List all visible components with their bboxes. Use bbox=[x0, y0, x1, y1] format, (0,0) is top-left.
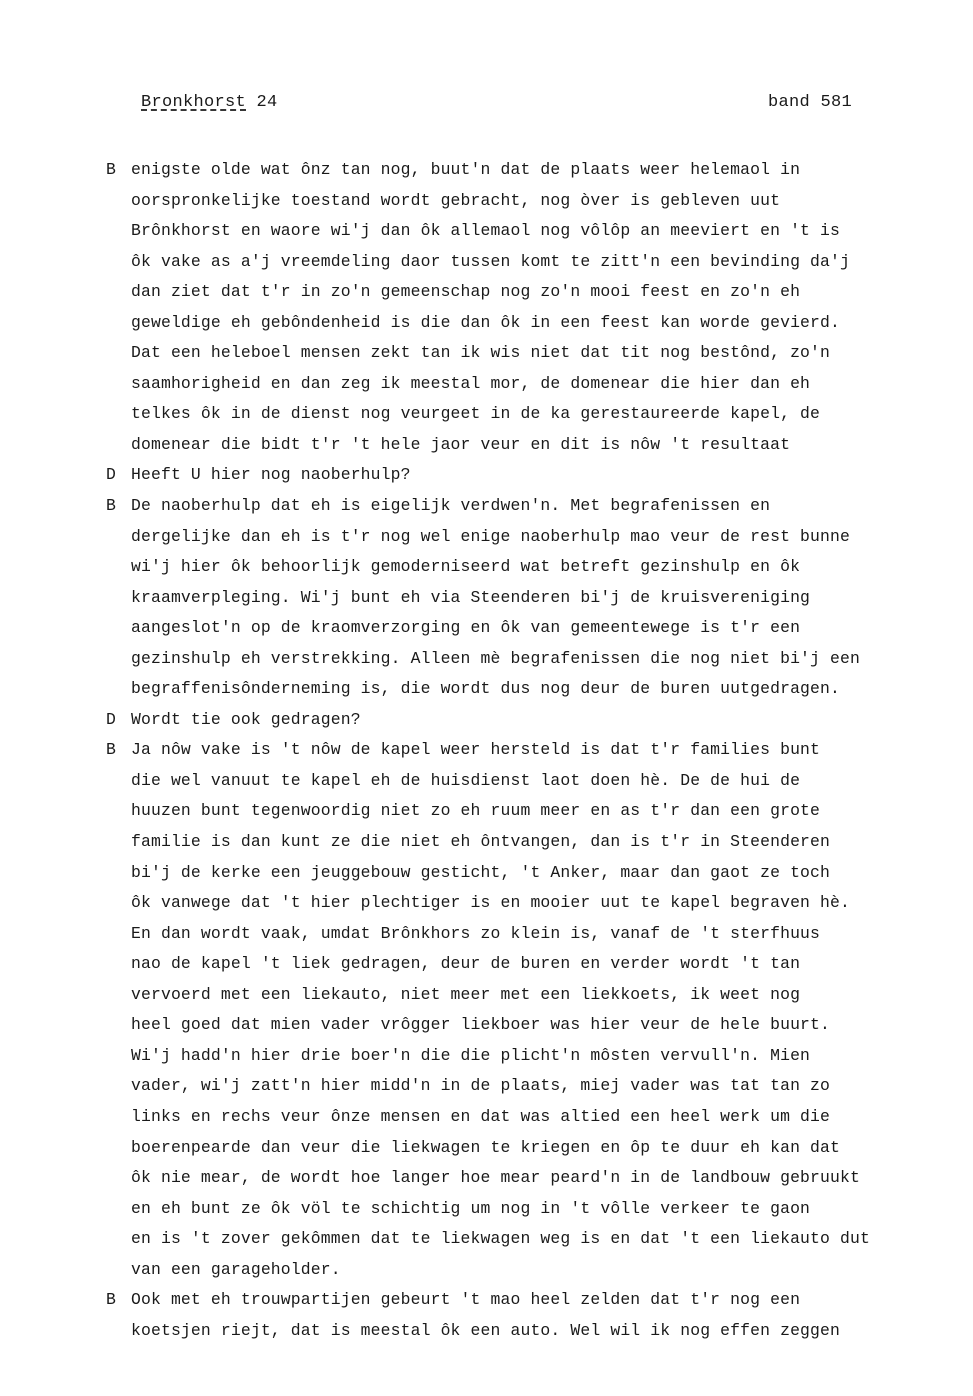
transcript-line bbox=[106, 522, 926, 553]
header-number: 24 bbox=[256, 93, 278, 112]
transcript-line bbox=[106, 1071, 926, 1102]
transcript-line bbox=[106, 1133, 926, 1164]
transcript-line bbox=[106, 247, 926, 278]
page-header-location bbox=[141, 93, 278, 112]
line-text: die wel vanuut te kapel eh de huisdienst laot doen hè. De de hui de bbox=[131, 770, 801, 790]
transcript-line bbox=[106, 491, 926, 522]
line-text: vader, wi'j zatt'n hier midd'n in de plaats, miej vader was tat tan zo bbox=[131, 1076, 831, 1096]
transcript-line bbox=[106, 552, 926, 583]
line-text: Brônkhorst en waore wi'j dan ôk allemaol nog vôlôp an meeviert en 't is bbox=[131, 221, 841, 241]
line-text: oorspronkelijke toestand wordt gebracht, nog òver is gebleven uut bbox=[131, 190, 781, 210]
speaker-label: D bbox=[106, 465, 116, 485]
transcript-line bbox=[106, 888, 926, 919]
line-text: De naoberhulp dat eh is eigelijk verdwen'n. Met begrafenissen en bbox=[131, 496, 771, 516]
line-text: dan ziet dat t'r in zo'n gemeenschap nog zo'n mooi feest en zo'n eh bbox=[131, 282, 801, 302]
line-text: Ja nôw vake is 't nôw de kapel weer hersteld is dat t'r families bunt bbox=[131, 740, 821, 760]
transcript-line bbox=[106, 1316, 926, 1347]
line-text: van een garageholder. bbox=[131, 1259, 341, 1279]
speaker-label: B bbox=[106, 160, 116, 179]
page-header-band: band 581 bbox=[768, 93, 853, 112]
line-text: begraffenisônderneming is, die wordt dus nog deur de buren uutgedragen. bbox=[131, 679, 841, 699]
line-text: telkes ôk in de dienst nog veurgeet in de ka gerestaureerde kapel, de bbox=[131, 404, 821, 424]
transcript-line bbox=[106, 1285, 926, 1316]
line-text: ôk nie mear, de wordt hoe langer hoe mear peard'n in de landbouw gebruukt bbox=[131, 1168, 860, 1188]
line-text: bi'j de kerke een jeuggebouw gesticht, 't Anker, maar dan gaot ze toch bbox=[131, 862, 831, 882]
line-text: huuzen bunt tegenwoordig niet zo eh ruum meer en as t'r dan een grote bbox=[131, 801, 821, 821]
transcript-line bbox=[106, 338, 926, 369]
line-text: koetsjen riejt, dat is meestal ôk een auto. Wel wil ik nog effen zeggen bbox=[131, 1320, 841, 1340]
transcript-line bbox=[106, 949, 926, 980]
line-text: wi'j hier ôk behoorlijk gemoderniseerd wat betreft gezinshulp en ôk bbox=[131, 557, 801, 577]
line-text: En dan wordt vaak, umdat Brônkhors zo klein is, vanaf de 't sterfhuus bbox=[131, 923, 821, 943]
line-text: enigste olde wat ônz tan nog, buut'n dat de plaats weer helemaol in bbox=[131, 160, 801, 179]
line-text: Wordt tie ook gedragen? bbox=[131, 709, 361, 729]
line-text: saamhorigheid en dan zeg ik meestal mor, de domenear die hier dan eh bbox=[131, 373, 811, 393]
transcript-line bbox=[106, 369, 926, 400]
transcript-line bbox=[106, 155, 926, 186]
transcript-line bbox=[106, 216, 926, 247]
transcript-line bbox=[106, 583, 926, 614]
transcript-line bbox=[106, 980, 926, 1011]
speaker-label: B bbox=[106, 496, 116, 516]
transcript-line bbox=[106, 430, 926, 461]
speaker-label: B bbox=[106, 1290, 116, 1310]
transcript-line bbox=[106, 858, 926, 889]
transcript-line bbox=[106, 1010, 926, 1041]
line-text: aangeslot'n op de kraomverzorging en ôk van gemeentewege is t'r een bbox=[131, 618, 801, 638]
transcript-line bbox=[106, 705, 926, 736]
transcript-line bbox=[106, 308, 926, 339]
line-text: nao de kapel 't liek gedragen, deur de buren en verder wordt 't tan bbox=[131, 954, 801, 974]
line-text: Heeft U hier nog naoberhulp? bbox=[131, 465, 411, 485]
line-text: geweldige eh gebôndenheid is die dan ôk in een feest kan worde gevierd. bbox=[131, 312, 841, 332]
transcript-line bbox=[106, 796, 926, 827]
line-text: kraamverpleging. Wi'j bunt eh via Steenderen bi'j de kruisvereniging bbox=[131, 587, 811, 607]
transcript-line bbox=[106, 277, 926, 308]
transcript-line bbox=[106, 735, 926, 766]
transcript-line bbox=[106, 460, 926, 491]
line-text: boerenpearde dan veur die liekwagen te kriegen en ôp te duur eh kan dat bbox=[131, 1137, 841, 1157]
line-text: domenear die bidt t'r 't hele jaor veur en dit is nôw 't resultaat bbox=[131, 434, 791, 454]
line-text: en eh bunt ze ôk völ te schichtig um nog in 't vôlle verkeer te gaon bbox=[131, 1198, 811, 1218]
transcript-line bbox=[106, 1041, 926, 1072]
line-text: links en rechs veur ônze mensen en dat was altied een heel werk um die bbox=[131, 1106, 831, 1126]
line-text: Wi'j hadd'n hier drie boer'n die die plicht'n môsten vervull'n. Mien bbox=[131, 1045, 811, 1065]
transcript-line bbox=[106, 766, 926, 797]
transcript-line bbox=[106, 186, 926, 217]
line-text: vervoerd met een liekauto, niet meer met een liekkoets, ik weet nog bbox=[131, 984, 801, 1004]
transcript-line bbox=[106, 919, 926, 950]
transcript-line bbox=[106, 674, 926, 705]
line-text: ôk vanwege dat 't hier plechtiger is en mooier uut te kapel begraven hè. bbox=[131, 893, 850, 913]
line-text: en is 't zover gekômmen dat te liekwagen weg is en dat 't een liekauto dut bbox=[131, 1229, 870, 1249]
line-text: ôk vake as a'j vreemdeling daor tussen komt te zitt'n een bevinding da'j bbox=[131, 251, 850, 271]
speaker-label: D bbox=[106, 709, 116, 729]
line-text: heel goed dat mien vader vrôgger liekboer was hier veur de hele buurt. bbox=[131, 1015, 831, 1035]
line-text: gezinshulp eh verstrekking. Alleen mè begrafenissen die nog niet bi'j een bbox=[131, 648, 860, 668]
line-text: dergelijke dan eh is t'r nog wel enige naoberhulp mao veur de rest bunne bbox=[131, 526, 850, 546]
line-text: Ook met eh trouwpartijen gebeurt 't mao heel zelden dat t'r nog een bbox=[131, 1290, 801, 1310]
transcript-line bbox=[106, 644, 926, 675]
line-text: Dat een heleboel mensen zekt tan ik wis niet dat tit nog bestônd, zo'n bbox=[131, 343, 831, 363]
transcript-line bbox=[106, 827, 926, 858]
transcript-line bbox=[106, 1194, 926, 1225]
speaker-label: B bbox=[106, 740, 116, 760]
transcript-line bbox=[106, 1102, 926, 1133]
line-text: familie is dan kunt ze die niet eh ôntvangen, dan is t'r in Steenderen bbox=[131, 832, 831, 852]
transcript-line bbox=[106, 1255, 926, 1286]
transcript-line bbox=[106, 613, 926, 644]
transcript-line bbox=[106, 399, 926, 430]
transcript-line bbox=[106, 1163, 926, 1194]
transcript-line bbox=[106, 1224, 926, 1255]
transcript-body bbox=[106, 155, 926, 1346]
header-place: Bronkhorst bbox=[141, 93, 247, 112]
